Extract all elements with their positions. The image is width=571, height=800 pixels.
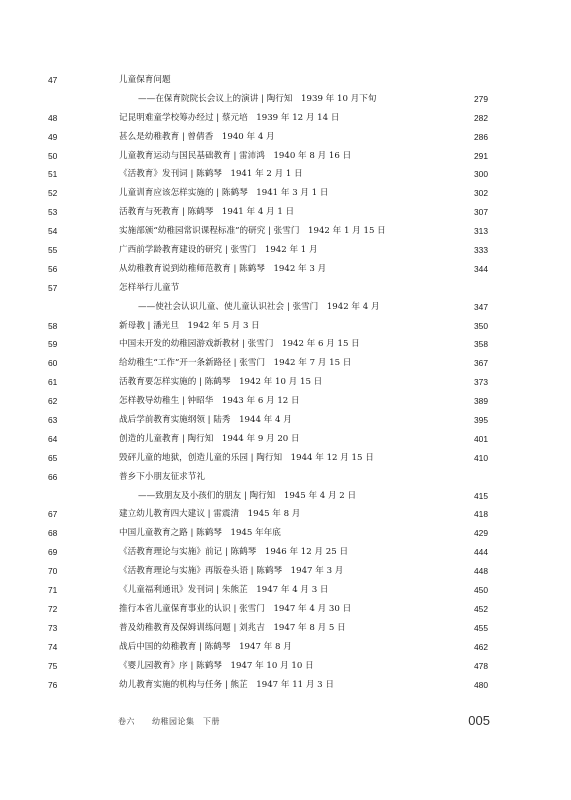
footer-book-title: 卷六 幼稚园论集 下册 <box>118 717 220 726</box>
toc-entry-number: 55 <box>48 245 58 256</box>
toc-entry-page: 480 <box>474 679 488 690</box>
toc-entry-page: 350 <box>474 320 488 331</box>
table-of-contents <box>48 71 488 694</box>
toc-entry-title: ——在保育院院长会议上的演讲 | 陶行知 1939 年 10 月下旬 <box>138 93 377 104</box>
toc-entry-page: 448 <box>474 566 488 577</box>
toc-entry <box>48 128 488 147</box>
toc-entry-title: 《活教育理论与实施》再版卷头语 | 陈鹤琴 1947 年 3 月 <box>119 566 344 577</box>
toc-entry <box>48 147 488 166</box>
toc-entry-title: 中国未开发的幼稚园游戏新教材 | 张雪门 1942 年 6 月 15 日 <box>119 339 360 350</box>
toc-entry-number: 54 <box>48 226 58 237</box>
toc-entry <box>48 260 488 279</box>
toc-entry-title: 儿童训育应该怎样实施的 | 陈鹤琴 1941 年 3 月 1 日 <box>119 188 329 199</box>
toc-entry-title: 给幼稚生“工作”开一条新路径 | 张雪门 1942 年 7 月 15 日 <box>119 358 352 369</box>
toc-entry <box>48 392 488 411</box>
toc-entry-number: 66 <box>48 471 58 482</box>
toc-entry-title: 战后中国的幼稚教育 | 陈鹤琴 1947 年 8 月 <box>119 641 292 652</box>
toc-entry-title: 儿童保育问题 <box>119 75 171 85</box>
toc-entry-subtitle <box>48 487 488 506</box>
toc-entry <box>48 354 488 373</box>
toc-entry <box>48 184 488 203</box>
toc-entry <box>48 165 488 184</box>
toc-entry-number: 48 <box>48 112 58 123</box>
page-footer <box>118 713 490 729</box>
toc-entry-page: 429 <box>474 528 488 539</box>
toc-entry-number: 51 <box>48 169 58 180</box>
toc-entry-title: 活教育与死教育 | 陈鹤琴 1941 年 4 月 1 日 <box>119 207 295 218</box>
toc-entry-title: 记昆明难童学校筹办经过 | 蔡元培 1939 年 12 月 14 日 <box>119 112 340 123</box>
toc-entry-title: 《儿童福利通讯》发刊词 | 朱熊芷 1947 年 4 月 3 日 <box>119 585 329 596</box>
toc-entry-subtitle <box>48 298 488 317</box>
toc-entry-page: 344 <box>474 263 488 274</box>
toc-entry-number: 59 <box>48 339 58 350</box>
toc-entry-number: 68 <box>48 528 58 539</box>
toc-entry-page: 401 <box>474 433 488 444</box>
toc-entry <box>48 638 488 657</box>
toc-entry-number: 47 <box>48 75 58 85</box>
toc-entry <box>48 657 488 676</box>
toc-entry <box>48 317 488 336</box>
toc-entry-page: 291 <box>474 150 488 161</box>
toc-entry-page: 455 <box>474 622 488 633</box>
toc-entry <box>48 524 488 543</box>
toc-entry-page: 389 <box>474 396 488 407</box>
toc-entry-title: 战后学前教育实施纲领 | 陆秀 1944 年 4 月 <box>119 415 292 426</box>
toc-entry-number: 71 <box>48 585 58 596</box>
toc-entry-page: 367 <box>474 358 488 369</box>
toc-entry-page: 358 <box>474 339 488 350</box>
toc-entry-number: 73 <box>48 622 58 633</box>
toc-entry <box>48 619 488 638</box>
toc-entry-number: 70 <box>48 566 58 577</box>
toc-entry-title: 建立幼儿教育四大建议 | 雷震清 1945 年 8 月 <box>119 509 301 520</box>
toc-entry <box>48 279 488 298</box>
toc-entry-number: 67 <box>48 509 58 520</box>
toc-entry <box>48 203 488 222</box>
toc-entry-page: 452 <box>474 603 488 614</box>
toc-entry-title: 新母教 | 潘光旦 1942 年 5 月 3 日 <box>119 320 260 331</box>
toc-entry <box>48 411 488 430</box>
toc-entry <box>48 373 488 392</box>
toc-entry-number: 56 <box>48 263 58 274</box>
toc-entry-title: 普乡下小朋友征求节礼 <box>119 471 205 482</box>
toc-entry-page: 347 <box>474 301 488 312</box>
toc-entry-title: ——致朋友及小孩们的朋友 | 陶行知 1945 年 4 月 2 日 <box>138 490 357 501</box>
toc-entry-title: 从幼稚教育说到幼稚师范教育 | 陈鹤琴 1942 年 3 月 <box>119 263 327 274</box>
toc-entry-page: 444 <box>474 547 488 558</box>
toc-entry-page: 462 <box>474 641 488 652</box>
toc-entry-number: 62 <box>48 396 58 407</box>
toc-entry-title: 《活教育理论与实施》前记 | 陈鹤琴 1946 年 12 月 25 日 <box>119 547 349 558</box>
toc-entry-number: 58 <box>48 320 58 331</box>
toc-entry-number: 72 <box>48 603 58 614</box>
toc-entry-title: 《婴儿园教育》序 | 陈鹤琴 1947 年 10 月 10 日 <box>119 660 314 671</box>
toc-entry-page: 450 <box>474 585 488 596</box>
toc-entry <box>48 562 488 581</box>
toc-entry-number: 65 <box>48 452 58 463</box>
toc-entry-number: 69 <box>48 547 58 558</box>
toc-entry-page: 279 <box>474 93 488 104</box>
toc-entry-page: 286 <box>474 131 488 142</box>
toc-entry-title: 广西前学龄教育建设的研究 | 张雪门 1942 年 1 月 <box>119 245 318 256</box>
toc-entry <box>48 676 488 695</box>
toc-entry-page: 282 <box>474 112 488 123</box>
toc-entry-title: 推行本省儿童保育事业的认识 | 张雪门 1947 年 4 月 30 日 <box>119 603 352 614</box>
toc-entry <box>48 222 488 241</box>
toc-entry-number: 61 <box>48 377 58 388</box>
toc-entry-page: 333 <box>474 245 488 256</box>
footer-page-number: 005 <box>468 713 490 728</box>
toc-entry-title: 活教育要怎样实施的 | 陈鹤琴 1942 年 10 月 15 日 <box>119 377 323 388</box>
toc-entry-number: 49 <box>48 131 58 142</box>
toc-entry-title: 毁砰儿童的地狱，创造儿童的乐园 | 陶行知 1944 年 12 月 15 日 <box>119 452 374 463</box>
toc-entry-number: 74 <box>48 641 58 652</box>
toc-entry-number: 63 <box>48 415 58 426</box>
toc-entry-number: 53 <box>48 207 58 218</box>
toc-entry <box>48 581 488 600</box>
toc-entry-title: 普及幼稚教育及保姆训练问题 | 刘兆吉 1947 年 8 月 5 日 <box>119 622 346 633</box>
toc-entry-page: 373 <box>474 377 488 388</box>
toc-entry-number: 60 <box>48 358 58 369</box>
toc-entry-title: 幼儿教育实施的机构与任务 | 熊芷 1947 年 11 月 3 日 <box>119 679 334 690</box>
toc-entry-subtitle <box>48 90 488 109</box>
toc-entry-page: 300 <box>474 169 488 180</box>
toc-entry <box>48 241 488 260</box>
toc-entry <box>48 109 488 128</box>
toc-entry-page: 418 <box>474 509 488 520</box>
toc-entry-title: 儿童教育运动与国民基础教育 | 雷沛鸿 1940 年 8 月 16 日 <box>119 150 352 161</box>
toc-entry-title: 中国儿童教育之路 | 陈鹤琴 1945 年年底 <box>119 528 281 539</box>
toc-entry-title: ——使社会认识儿童、使儿童认识社会 | 张雪门 1942 年 4 月 <box>138 301 380 312</box>
toc-entry-page: 478 <box>474 660 488 671</box>
toc-entry-title: 怎样教导幼稚生 | 钟昭华 1943 年 6 月 12 日 <box>119 396 300 407</box>
toc-entry <box>48 430 488 449</box>
toc-entry-page: 410 <box>474 452 488 463</box>
toc-entry-page: 395 <box>474 415 488 426</box>
toc-entry-title: 实施部颁“幼稚园常识课程标准”的研究 | 张雪门 1942 年 1 月 15 日 <box>119 226 386 237</box>
toc-entry <box>48 543 488 562</box>
toc-entry-number: 52 <box>48 188 58 199</box>
toc-entry-title: 甚么是幼稚教育 | 曾倩香 1940 年 4 月 <box>119 131 275 142</box>
toc-entry <box>48 505 488 524</box>
toc-entry <box>48 335 488 354</box>
toc-entry <box>48 600 488 619</box>
toc-entry <box>48 71 488 90</box>
toc-entry <box>48 449 488 468</box>
toc-entry-number: 76 <box>48 679 58 690</box>
toc-entry-title: 怎样举行儿童节 <box>119 282 180 293</box>
toc-entry-number: 64 <box>48 433 58 444</box>
toc-entry-page: 302 <box>474 188 488 199</box>
toc-entry-page: 415 <box>474 490 488 501</box>
toc-entry-title: 创造的儿童教育 | 陶行知 1944 年 9 月 20 日 <box>119 433 300 444</box>
toc-entry-page: 307 <box>474 207 488 218</box>
toc-entry-number: 75 <box>48 660 58 671</box>
toc-entry-page: 313 <box>474 226 488 237</box>
toc-entry-number: 50 <box>48 150 58 161</box>
toc-entry-number: 57 <box>48 282 58 293</box>
toc-entry <box>48 468 488 487</box>
toc-entry-title: 《活教育》发刊词 | 陈鹤琴 1941 年 2 月 1 日 <box>119 169 303 180</box>
